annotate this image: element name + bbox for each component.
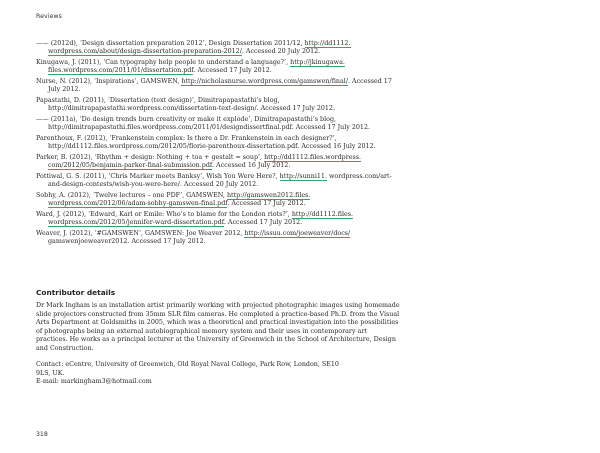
reference-text: Ward, J. (2012), ‘Edward, Karl or Emile: Who’s to blame for the London riots?’, (36, 211, 292, 218)
reference-text: Kinugawa, J. (2011), ‘Can typography help people to understand a language?’, (36, 59, 291, 66)
contact-address-line-2: 9LS, UK. (36, 369, 65, 377)
page-number: 318 (36, 431, 48, 438)
reference-entry (36, 154, 396, 170)
reference-entry (36, 173, 396, 189)
reference-text: Parker, B. (2012), ‘Rhythm + design: Nothing + toa + gestalt = soup’, (36, 154, 265, 161)
reference-text: . Accessed 17 July 2012. (223, 219, 303, 227)
reference-text: Nurse, N. (2012), ‘Inspirations’, GAMSWEN, (36, 78, 182, 85)
contributor-bio: Dr Mark Ingham is an installation artist primarily working with projected photographic images using homemade slide projectors constructed from 35mm SLR film cameras. He completed a practice-based Ph.D. from the Visual Arts Department at Goldsmiths in 2005, which was a theoretical and practical investigation into the possibilities of photographs being an external autobiographical memory system and their uses in contemporary art practices. He works as a principal lecturer at the University of Greenwich in the School of Architecture, Design and Construction. (36, 302, 400, 352)
contributor-details-heading: Contributor details (36, 288, 116, 297)
reference-link[interactable]: http://sunni11. (279, 173, 327, 180)
reference-link[interactable]: http://nicholasnurse.wordpress.com/gamswen/final/ (181, 78, 348, 85)
reference-text: gamswenjoeweaver2012. Accessed 17 July 2012. (48, 238, 206, 246)
reference-text: Pottiwal, G. S. (2011), ‘Chris Marker meets Banksy’, Wish You Were Here?, (36, 173, 280, 180)
reference-text: . Accessed 16 July 2012. (212, 162, 291, 170)
reference-list (36, 40, 396, 249)
reference-text: . Accessed 17 July 2012. (193, 67, 272, 75)
reference-link[interactable]: http://dd1112.files.wordpress. (264, 154, 362, 161)
reference-text: Papastathi, D. (2011), ‘Dissertation (text design)’, Dimitrapapastathi’s blog, http://dimitrapapastathi.wordpress.com/dissertation-text-design/. Accessed 17 July 2012. (36, 97, 335, 113)
contact-email: E-mail: markingham3@hotmail.com (36, 378, 152, 386)
reference-entry (36, 78, 396, 94)
contact-block (36, 361, 400, 387)
reference-link[interactable]: com/2012/05/benjamin-parker-final-submission.pdf (48, 162, 213, 170)
reference-entry (36, 40, 396, 56)
reference-text: wordpress.com/art-and-design-contests/wish-you-were-here/. Accessed 20 July 2012. (48, 173, 392, 189)
reference-entry (36, 211, 396, 227)
reference-link[interactable]: files.wordpress.com/2011/01/dissertation.pdf (48, 67, 194, 75)
reference-entry (36, 59, 396, 75)
reference-link[interactable]: wordpress.com/about/design-dissertation-preparation-2012/ (48, 48, 242, 56)
reference-text: . Accessed 17 July 2012. (227, 200, 306, 208)
reference-link[interactable]: http://gamswen2012.files. (226, 192, 311, 199)
reference-text: Sobhy, A. (2012), ‘Twelve lectures – one PDF’, GAMSWEN, (36, 192, 227, 199)
reference-link[interactable]: http://issuu.com/joeweaver/docs/ (244, 230, 351, 237)
reference-link[interactable]: http://jkinugawa. (290, 59, 345, 66)
reference-text: Weaver, J. (2012), ‘#GAMSWEN’, GAMSWEN: Joe Weaver 2012, (36, 230, 245, 237)
reference-text: . Accessed 17 July 2012. (48, 78, 392, 94)
reference-link[interactable]: wordpress.com/2012/06/adam-sobhy-gamswen-final.pdf (48, 200, 228, 208)
reference-entry (36, 116, 396, 132)
reference-link[interactable]: wordpress.com/2012/05/jennifer-ward-dissertation.pdf (48, 219, 224, 227)
reference-link[interactable]: http://dd1112.files. (291, 211, 354, 218)
contact-address-line: Contact: eCentre, University of Greenwich, Old Royal Naval College, Park Row, London, SE10 (36, 361, 339, 368)
reference-text: Parenthoux, F. (2012), ‘Frankenstein complex: Is there a Dr. Frankenstein in each designer?’, http://dd1112.files.wordpress.com/2012/05/florie-parenthoux-dissertation.pdf. Accessed 16 July 2012. (36, 135, 376, 151)
reference-entry (36, 97, 396, 113)
reference-entry (36, 230, 396, 246)
reference-text: . Accessed 20 July 2012. (241, 48, 321, 56)
reference-text: —— (2011a), ‘Do design trends burn creativity or make it explode’, Dimitrapapastathi’s blog, http://dimitrapapastathi.files.wordpress.com/2011/01/designdissertfinal.pdf. Accessed 17 July 2012. (36, 116, 371, 132)
running-head: Reviews (36, 13, 62, 20)
reference-link[interactable]: http://dd1112. (304, 40, 351, 47)
reference-text: —— (2012d), ‘Design dissertation preparation 2012’, Design Dissertation 2011/12, (36, 40, 305, 47)
reference-entry (36, 135, 396, 151)
reference-entry (36, 192, 396, 208)
